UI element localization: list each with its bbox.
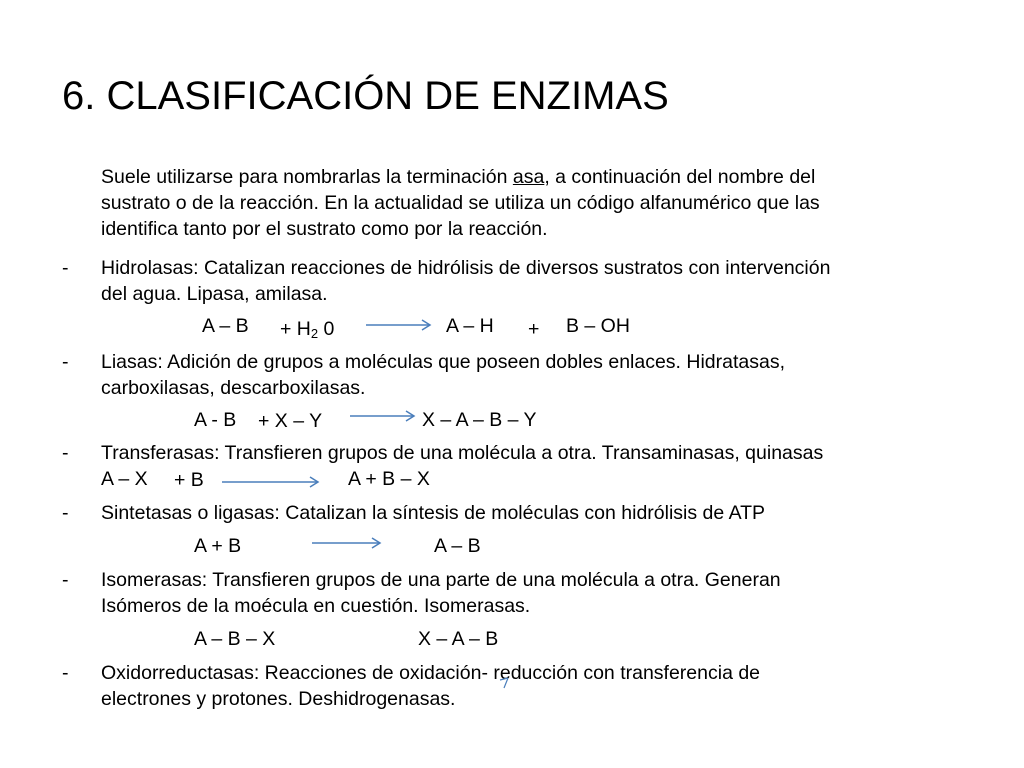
- intro-text-b: , a continuación del nombre del: [544, 166, 816, 188]
- isomerasas-line-1: Isomerasas: Transfieren grupos de una parte de una molécula a otra. Generan: [101, 569, 781, 591]
- bullet-dash-isomerasas: -: [62, 569, 69, 591]
- hidrolasas-paragraph: [101, 255, 981, 307]
- liasas-eq-reactant-a: A - B: [194, 409, 237, 431]
- sintetasas-arrow-icon: [312, 536, 384, 550]
- intro-text-a: Suele utilizarse para nombrarlas la terminación: [101, 166, 513, 188]
- transferasas-eq-reactant-b: + B: [174, 469, 204, 491]
- bullet-dash-sintetasas: -: [62, 502, 69, 524]
- bullet-dash-liasas: -: [62, 351, 69, 373]
- slide-title: 6. CLASIFICACIÓN DE ENZIMAS: [62, 74, 669, 118]
- h2o-subscript: 2: [310, 326, 319, 341]
- hidrolasas-eq-product-e: B – OH: [566, 315, 630, 337]
- liasas-eq-reactant-b: + X – Y: [258, 410, 323, 432]
- liasas-line-2: carboxilasas, descarboxilasas.: [101, 377, 366, 399]
- transferasas-paragraph: [101, 440, 981, 466]
- hidrolasas-arrow-icon: [366, 318, 434, 332]
- sintetasas-line-1: Sintetasas o ligasas: Catalizan la síntesis de moléculas con hidrólisis de ATP: [101, 502, 766, 524]
- hidrolasas-line-1: Hidrolasas: Catalizan reacciones de hidrólisis de diversos sustratos con intervención: [101, 257, 831, 279]
- isomerasas-eq-product: X – A – B: [418, 628, 499, 650]
- transferasas-line-1: Transferasas: Transfieren grupos de una molécula a otra. Transaminasas, quinasas: [101, 442, 824, 464]
- hidrolasas-eq-product-c: A – H: [446, 315, 494, 337]
- h2o-tail: 0: [318, 318, 335, 340]
- stray-mark-icon: [498, 676, 514, 690]
- oxidorreductasas-paragraph: [101, 660, 981, 712]
- transferasas-arrow-icon: [222, 475, 322, 489]
- hidrolasas-eq-plus: +: [528, 318, 540, 340]
- hidrolasas-line-2: del agua. Lipasa, amilasa.: [101, 283, 328, 305]
- bullet-dash-hidrolasas: -: [62, 257, 69, 279]
- h2o-h: + H: [280, 318, 311, 340]
- sintetasas-eq-product: A – B: [434, 535, 481, 557]
- liasas-arrow-icon: [350, 409, 418, 423]
- sintetasas-eq-reactant: A + B: [194, 535, 242, 557]
- liasas-line-1: Liasas: Adición de grupos a moléculas que poseen dobles enlaces. Hidratasas,: [101, 351, 786, 373]
- asa-underlined: asa: [512, 166, 545, 188]
- intro-paragraph: [101, 164, 981, 242]
- oxidorreductasas-line-1: Oxidorreductasas: Reacciones de oxidación- reducción con transferencia de: [101, 662, 761, 684]
- isomerasas-eq-reactant: A – B – X: [194, 628, 276, 650]
- intro-line-1: [101, 164, 981, 190]
- bullet-dash-transferasas: -: [62, 442, 69, 464]
- transferasas-eq-product: A + B – X: [348, 468, 430, 490]
- intro-line-3: identifica tanto por el sustrato como por la reacción.: [101, 218, 548, 240]
- oxidorreductasas-line-2: electrones y protones. Deshidrogenasas.: [101, 688, 456, 710]
- isomerasas-line-2: Isómeros de la moécula en cuestión. Isomerasas.: [101, 595, 531, 617]
- intro-line-2: sustrato o de la reacción. En la actualidad se utiliza un código alfanumérico que las: [101, 192, 820, 214]
- liasas-eq-product: X – A – B – Y: [422, 409, 537, 431]
- hidrolasas-eq-reactant-a: A – B: [202, 315, 249, 337]
- hidrolasas-eq-reactant-b: [280, 316, 334, 342]
- sintetasas-paragraph: [101, 500, 981, 526]
- transferasas-eq-reactant-a: A – X: [101, 468, 148, 490]
- liasas-paragraph: [101, 349, 981, 401]
- bullet-dash-oxidorreductasas: -: [62, 662, 69, 684]
- isomerasas-paragraph: [101, 567, 981, 619]
